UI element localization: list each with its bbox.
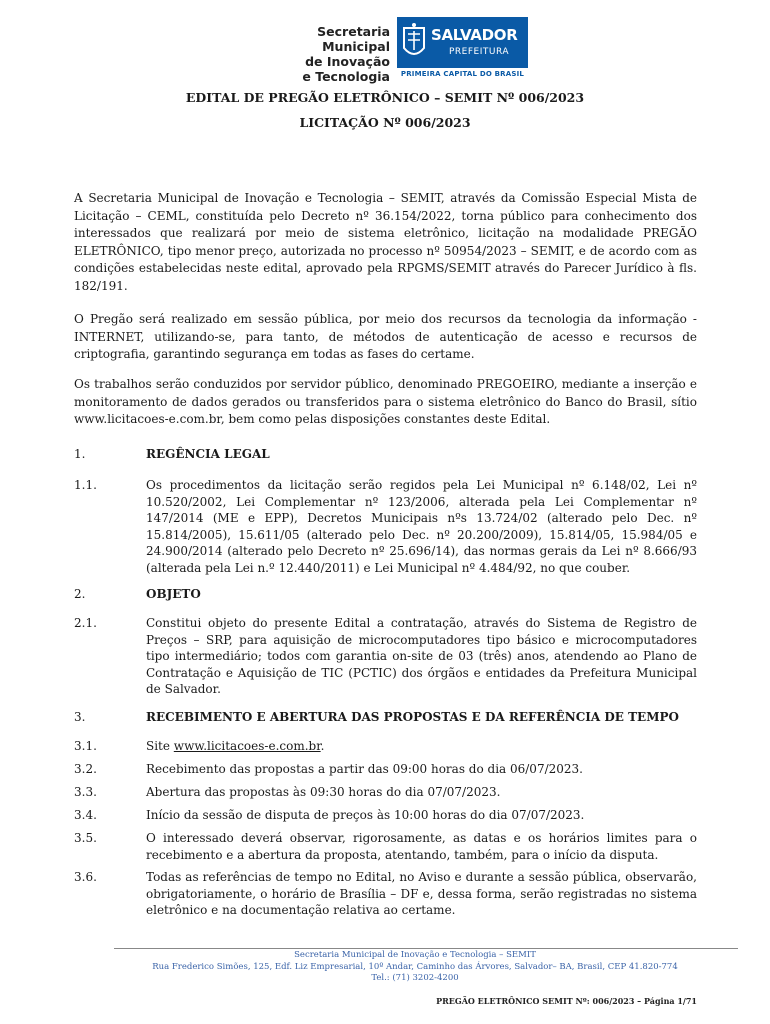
- item-3-2-number: 3.2.: [74, 762, 97, 776]
- section-1-title: REGÊNCIA LEGAL: [146, 447, 270, 461]
- section-2-title: OBJETO: [146, 587, 201, 601]
- section-1-number: 1.: [74, 447, 86, 461]
- licitacoes-link[interactable]: www.licitacoes-e.com.br: [173, 739, 321, 753]
- footer-divider: [114, 948, 738, 949]
- item-3-5-number: 3.5.: [74, 831, 97, 845]
- item-3-5-text: O interessado deverá observar, rigorosamente, as datas e os horários limites para o recebimento e a abertura da proposta, atentando, também, para o início da disputa.: [146, 831, 697, 862]
- footer-address: Rua Frederico Simões, 125, Edf. Liz Empresarial, 10º Andar, Caminho das Árvores, Salvador– BA, Brasil, CEP 41.820-774: [152, 962, 678, 972]
- logo-title: SALVADOR: [431, 26, 518, 44]
- item-1-1-number: 1.1.: [74, 478, 97, 492]
- intro-paragraph-1: A Secretaria Municipal de Inovação e Tecnologia – SEMIT, através da Comissão Especial Mista de Licitação – CEML, constituída pelo Decreto nº 36.154/2022, torna público para conhecimento dos interessados que realizará por meio de sistema eletrônico, licitação na modalidade PREGÃO ELETRÔNICO, tipo menor preço, autorizada no processo nº 50954/2023 – SEMIT, e de acordo com as condições estabelecidas neste edital, aprovado pela RPGMS/SEMIT através do Parecer Jurídico à fls. 182/191.: [74, 191, 697, 293]
- salvador-logo: [397, 17, 528, 68]
- secretaria-line-3: e Tecnologia: [302, 69, 390, 84]
- item-3-3-number: 3.3.: [74, 785, 97, 799]
- item-3-6-text: Todas as referências de tempo no Edital, no Aviso e durante a sessão pública, observarão, obrigatoriamente, o horário de Brasília – DF e, dessa forma, serão registradas no sistema eletrônico e na documentação relativa ao certame.: [146, 870, 697, 917]
- edital-title: EDITAL DE PREGÃO ELETRÔNICO – SEMIT Nº 006/2023: [185, 90, 585, 105]
- footer-line-1: Secretaria Municipal de Inovação e Tecnologia – SEMIT: [294, 950, 536, 960]
- secretaria-line-1: Secretaria Municipal: [317, 24, 390, 54]
- section-3-title: RECEBIMENTO E ABERTURA DAS PROPOSTAS E DA REFERÊNCIA DE TEMPO: [146, 710, 679, 724]
- site-prefix: Site: [146, 739, 174, 753]
- item-3-4-number: 3.4.: [74, 808, 97, 822]
- logo-subtitle: PREFEITURA: [449, 47, 510, 57]
- footer-phone: Tel.: (71) 3202-4200: [371, 973, 459, 983]
- secretaria-line-2: de Inovação: [305, 54, 390, 69]
- item-3-1-number: 3.1.: [74, 739, 97, 753]
- site-suffix: .: [320, 739, 325, 753]
- item-1-1-text: Os procedimentos da licitação serão regidos pela Lei Municipal nº 6.148/02, Lei nº 10.520/2002, Lei Complementar nº 123/2006, alterada pela Lei Complementar nº 147/2014 (ME e EPP), Decretos Municipais nºs 13.724/02 (alterado pelo Dec. nº 15.814/2005), 15.611/05 (alterado pelo Dec. nº 20.200/2009), 15.814/05, 15.984/05 e 24.900/2014 (alterado pelo Decreto nº 25.696/14), das normas gerais da Lei nº 8.666/93 (alterada pela Lei n.º 12.440/2011) e Lei Municipal nº 4.484/92, no que couber.: [146, 478, 697, 575]
- item-2-1-number: 2.1.: [74, 616, 97, 630]
- item-2-1-text: Constitui objeto do presente Edital a contratação, através do Sistema de Registro de Preços – SRP, para aquisição de microcomputadores tipo básico e microcomputadores tipo intermediário; todos com garantia on-site de 03 (três) anos, atendendo ao Plano de Contratação e Aquisição de TIC (PCTIC) dos órgãos e entidades da Prefeitura Municipal de Salvador.: [146, 616, 697, 696]
- city-crest-icon: [401, 22, 427, 62]
- intro-paragraph-3: Os trabalhos serão conduzidos por servidor público, denominado PREGOEIRO, mediante a inserção e monitoramento de dados gerados ou transferidos para o sistema eletrônico do Banco do Brasil, sítio www.licitacoes-e.com.br, bem como pelas disposições constantes deste Edital.: [74, 377, 697, 426]
- item-3-2-text: Recebimento das propostas a partir das 09:00 horas do dia 06/07/2023.: [146, 762, 583, 776]
- logo-tagline: PRIMEIRA CAPITAL DO BRASIL: [400, 70, 525, 78]
- item-3-3-text: Abertura das propostas às 09:30 horas do dia 07/07/2023.: [146, 785, 501, 799]
- page-number: PREGÃO ELETRÔNICO SEMIT Nº: 006/2023 – Página 1/71: [436, 996, 697, 1006]
- intro-paragraph-2: O Pregão será realizado em sessão pública, por meio dos recursos da tecnologia da informação - INTERNET, utilizando-se, para tanto, de métodos de autenticação de acesso e recursos de criptografia, garantindo segurança em todas as fases do certame.: [74, 312, 697, 361]
- section-3-number: 3.: [74, 710, 86, 724]
- item-3-6-number: 3.6.: [74, 870, 97, 884]
- item-3-1-text: [146, 738, 697, 755]
- secretaria-logo-text: [258, 24, 390, 84]
- item-3-4-text: Início da sessão de disputa de preços às 10:00 horas do dia 07/07/2023.: [146, 808, 585, 822]
- licitacao-title: LICITAÇÃO Nº 006/2023: [299, 115, 471, 130]
- page-header: [0, 14, 770, 82]
- section-2-number: 2.: [74, 587, 86, 601]
